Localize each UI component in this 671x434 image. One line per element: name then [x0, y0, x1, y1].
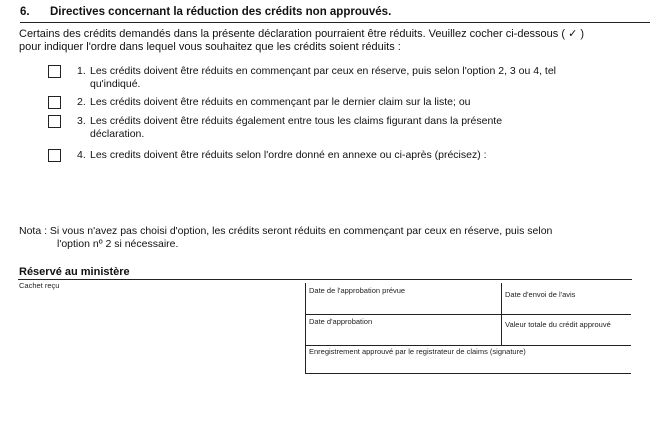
section-rule: [20, 22, 650, 23]
grid-vertical-left: [305, 283, 306, 373]
grid-horizontal-3: [305, 373, 631, 374]
nota-line-1: Nota : Si vous n'avez pas choisi d'option, les crédits seront réduits en commençant par ceux en réserve, puis selon: [19, 225, 553, 237]
section-number: 6.: [20, 6, 30, 18]
option-2-number: 2.: [77, 96, 86, 108]
registration-label: Enregistrement approuvé par le registrateur de claims (signature): [309, 347, 526, 356]
approval-date-expected-label: Date de l'approbation prévue: [309, 286, 406, 295]
intro-line-1: Certains des crédits demandés dans la présente déclaration pourraient être réduits. Veuillez cocher ci-dessous ( ✓ ): [19, 28, 585, 40]
option-4-checkbox[interactable]: [48, 149, 61, 162]
nota-line-2: l'option nº 2 si nécessaire.: [57, 238, 179, 250]
option-4-line-1: Les credits doivent être réduits selon l'ordre donné en annexe ou ci-après (précisez) :: [90, 149, 487, 161]
option-2-checkbox[interactable]: [48, 96, 61, 109]
option-2-line-1: Les crédits doivent être réduits en commençant par le dernier claim sur la liste; ou: [90, 96, 471, 108]
option-1-checkbox[interactable]: [48, 65, 61, 78]
option-3-checkbox[interactable]: [48, 115, 61, 128]
approval-date-label: Date d'approbation: [309, 317, 373, 326]
grid-horizontal-1: [305, 314, 631, 315]
intro-text: [19, 28, 584, 54]
stamp-label: Cachet reçu: [19, 281, 60, 290]
section-heading: [20, 6, 391, 18]
ministry-rule: [18, 279, 632, 280]
ministry-title: Réservé au ministère: [19, 266, 130, 278]
option-1-text: [90, 65, 556, 91]
intro-line-2: pour indiquer l'ordre dans lequel vous souhaitez que les crédits soient réduits :: [19, 41, 401, 53]
grid-horizontal-2: [305, 345, 631, 346]
option-1-line-2: qu'indiqué.: [90, 78, 141, 90]
option-3-text: [90, 115, 502, 141]
total-value-label: Valeur totale du crédit approuvé: [505, 320, 611, 329]
option-4-number: 4.: [77, 149, 86, 161]
nota-text: [19, 225, 552, 251]
option-3-line-2: déclaration.: [90, 128, 145, 140]
section-title: Directives concernant la réduction des crédits non approuvés.: [50, 6, 392, 18]
option-4-text: [90, 149, 487, 162]
notice-date-label: Date d'envoi de l'avis: [505, 290, 576, 299]
option-1-number: 1.: [77, 65, 86, 77]
option-3-line-1: Les crédits doivent être réduits également entre tous les claims figurant dans la présente: [90, 115, 503, 127]
option-2-text: [90, 96, 471, 109]
option-3-number: 3.: [77, 115, 86, 127]
option-1-line-1: Les crédits doivent être réduits en commençant par ceux en réserve, puis selon l'option 2, 3 ou 4, tel: [90, 65, 557, 77]
